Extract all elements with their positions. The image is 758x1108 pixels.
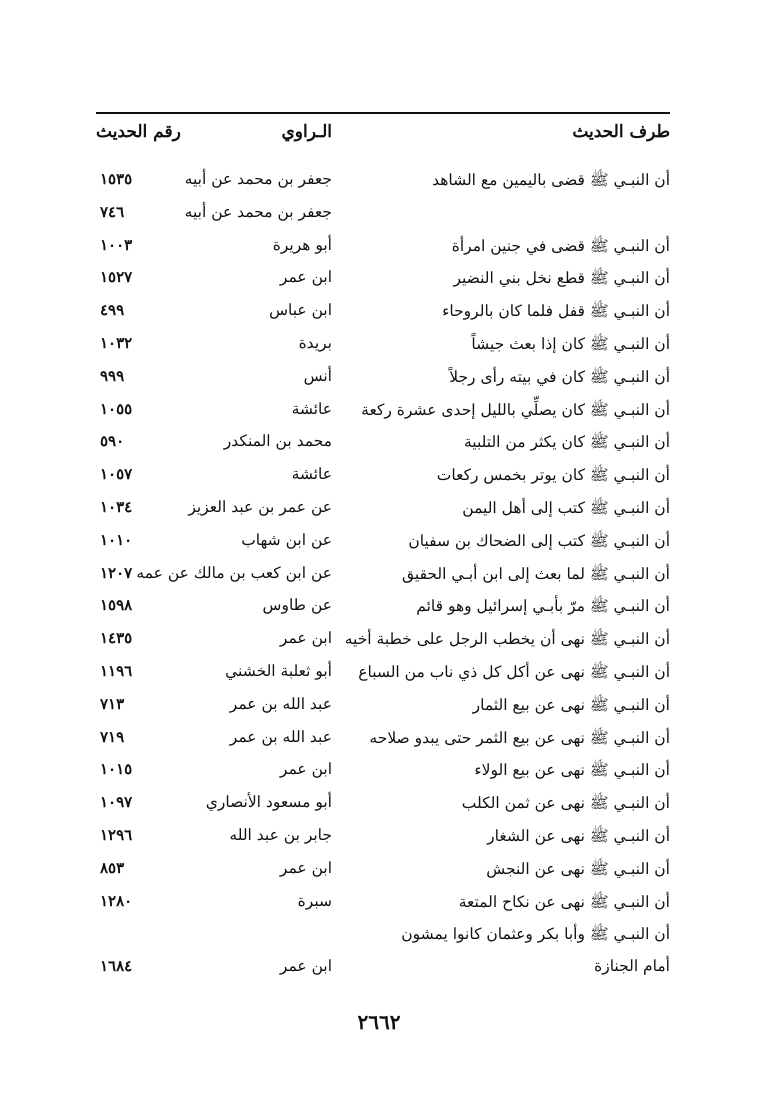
rawi-name: أبو ثعلبة الخشني: [225, 661, 332, 680]
table-row: [96, 396, 670, 429]
hadith-text: أن النبـي ﷺ نهى عن بيع الولاء: [474, 761, 670, 780]
table-row: [96, 560, 670, 593]
hadith-number: ١٢٠٧: [100, 563, 133, 582]
hadith-text: أن النبـي ﷺ وأبا بكر وعثمان كانوا يمشون: [401, 925, 670, 944]
hadith-text: أن النبـي ﷺ كان يصلِّي بالليل إحدى عشرة ركعة: [361, 400, 670, 419]
table-row: [96, 822, 670, 855]
rawi-name: جابر بن عبد الله: [229, 825, 332, 844]
rawi-name: أبو مسعود الأنصاري: [205, 793, 332, 812]
hadith-number: ٤٩٩: [100, 301, 125, 320]
rawi-name: عن عمر بن عبد العزيز: [188, 497, 332, 516]
hadith-text: أن النبـي ﷺ نهى عن الشغار: [487, 826, 670, 845]
hadith-number: ٥٩٠: [100, 432, 125, 451]
table-row: [96, 527, 670, 560]
hadith-number: ١٢٩٦: [100, 825, 133, 844]
hadith-number: ١٢٨٠: [100, 891, 133, 910]
rawi-name: عائشة: [291, 465, 332, 484]
hadith-text: أن النبـي ﷺ كان إذا بعث جيشاً: [471, 334, 670, 353]
rawi-name: عبد الله بن عمر: [229, 727, 332, 746]
hadith-text: أن النبـي ﷺ قضى باليمين مع الشاهد: [432, 171, 670, 189]
rawi-name: أبو هريرة: [272, 235, 332, 254]
table-row: [96, 724, 670, 757]
hadith-number: ١٠٥٧: [100, 465, 133, 484]
hadith-number: ١٠١٥: [100, 760, 133, 779]
hadith-text: أن النبـي ﷺ نهى عن ثمن الكلب: [461, 794, 670, 813]
rawi-name: ابن عمر: [279, 629, 332, 648]
table-row: [96, 756, 670, 789]
table-row: [96, 625, 670, 658]
hadith-number: ١٠٣٤: [100, 497, 133, 516]
hadith-text: أن النبـي ﷺ قطع نخل بني النضير: [453, 269, 670, 288]
table-row: [96, 232, 670, 265]
hadith-number: ٩٩٩: [100, 366, 125, 385]
rawi-name: ابن عمر: [279, 268, 332, 287]
rawi-name: أنس: [303, 366, 332, 385]
hadith-index-table: [96, 166, 670, 986]
hadith-text: أن النبـي ﷺ قفل فلما كان بالروحاء: [442, 302, 670, 321]
table-row: [96, 494, 670, 527]
hadith-text: أن النبـي ﷺ نهى عن نكاح المتعة: [458, 892, 670, 911]
table-row: [96, 789, 670, 822]
table-row: [96, 461, 670, 494]
rawi-name: عبد الله بن عمر: [229, 694, 332, 713]
hadith-text: أن النبـي ﷺ كان يكثر من التلبية: [463, 433, 670, 452]
hadith-number: ١٥٣٥: [100, 170, 133, 188]
header-hadith: طرف الحديث: [572, 122, 670, 142]
hadith-number: ١٥٩٨: [100, 596, 133, 615]
table-row: [96, 855, 670, 888]
rawi-name: عائشة: [291, 399, 332, 418]
hadith-number: ١٦٨٤: [100, 957, 133, 976]
hadith-text: أن النبـي ﷺ كتب إلى الضحاك بن سفيان: [408, 531, 670, 550]
table-row: [96, 920, 670, 953]
header-rawi: الـراوي: [281, 122, 332, 142]
table-row: [96, 953, 670, 986]
hadith-text: أن النبـي ﷺ كان يوتر بخمس ركعات: [436, 466, 670, 485]
rawi-name: ابن عمر: [279, 858, 332, 877]
table-row: [96, 428, 670, 461]
table-row: [96, 297, 670, 330]
hadith-text: أن النبـي ﷺ نهى عن بيع الثمر حتى يبدو صلاحه: [369, 728, 670, 747]
rawi-name: ابن عمر: [279, 957, 332, 976]
hadith-number: ١٠٣٢: [100, 333, 133, 352]
hadith-text: أن النبـي ﷺ نهى عن النجش: [486, 859, 670, 878]
hadith-text: أمام الجنازة: [594, 957, 670, 976]
table-row: [96, 888, 670, 921]
hadith-number: ١١٩٦: [100, 661, 133, 680]
page-number: ٢٦٦٢: [357, 1010, 401, 1034]
hadith-text: أن النبـي ﷺ قضى في جنين امرأة: [451, 236, 670, 255]
hadith-text: أن النبـي ﷺ كان في بيته رأى رجلاً: [449, 367, 670, 386]
table-row: [96, 658, 670, 691]
rawi-name: ابن عباس: [269, 301, 332, 320]
hadith-text: أن النبـي ﷺ لما بعث إلى ابن أبـي الحقيق: [401, 564, 670, 583]
table-row: [96, 691, 670, 724]
hadith-number: ٨٥٣: [100, 858, 125, 877]
table-row: [96, 264, 670, 297]
rawi-name: سبرة: [297, 891, 332, 910]
rawi-name: بريدة: [298, 333, 332, 352]
hadith-text: أن النبـي ﷺ نهى أن يخطب الرجل على خطبة أخيه: [344, 630, 670, 649]
table-header: [96, 118, 670, 148]
table-row: [96, 199, 670, 232]
hadith-text: أن النبـي ﷺ نهى عن بيع الثمار: [472, 695, 670, 714]
hadith-number: ١٥٢٧: [100, 268, 133, 287]
header-number: رقم الحديث: [96, 122, 181, 142]
hadith-text: أن النبـي ﷺ كتب إلى أهل اليمن: [462, 498, 670, 517]
table-row: [96, 166, 670, 199]
rawi-name: محمد بن المنكدر: [223, 432, 332, 451]
hadith-number: ١٤٣٥: [100, 629, 133, 648]
top-rule: [96, 112, 670, 114]
rawi-name: ابن عمر: [279, 760, 332, 779]
hadith-number: ١٠٥٥: [100, 399, 133, 418]
hadith-text: أن النبـي ﷺ نهى عن أكل كل ذي ناب من السباع: [358, 662, 670, 681]
hadith-number: ١٠١٠: [100, 530, 133, 549]
table-row: [96, 592, 670, 625]
rawi-name: عن ابن كعب بن مالك عن عمه: [136, 563, 332, 582]
rawi-name: جعفر بن محمد عن أبيه: [184, 170, 332, 188]
hadith-text: أن النبـي ﷺ مرّ بأبـي إسرائيل وهو قائم: [416, 597, 670, 616]
hadith-number: ١٠٠٣: [100, 235, 133, 254]
hadith-number: ٧١٩: [100, 727, 125, 746]
hadith-number: ٧٤٦: [100, 202, 125, 221]
hadith-number: ٧١٣: [100, 694, 125, 713]
rawi-name: عن ابن شهاب: [241, 530, 332, 549]
table-row: [96, 363, 670, 396]
rawi-name: عن طاوس: [262, 596, 332, 615]
rawi-name: جعفر بن محمد عن أبيه: [184, 202, 332, 221]
table-row: [96, 330, 670, 363]
hadith-number: ١٠٩٧: [100, 793, 133, 812]
